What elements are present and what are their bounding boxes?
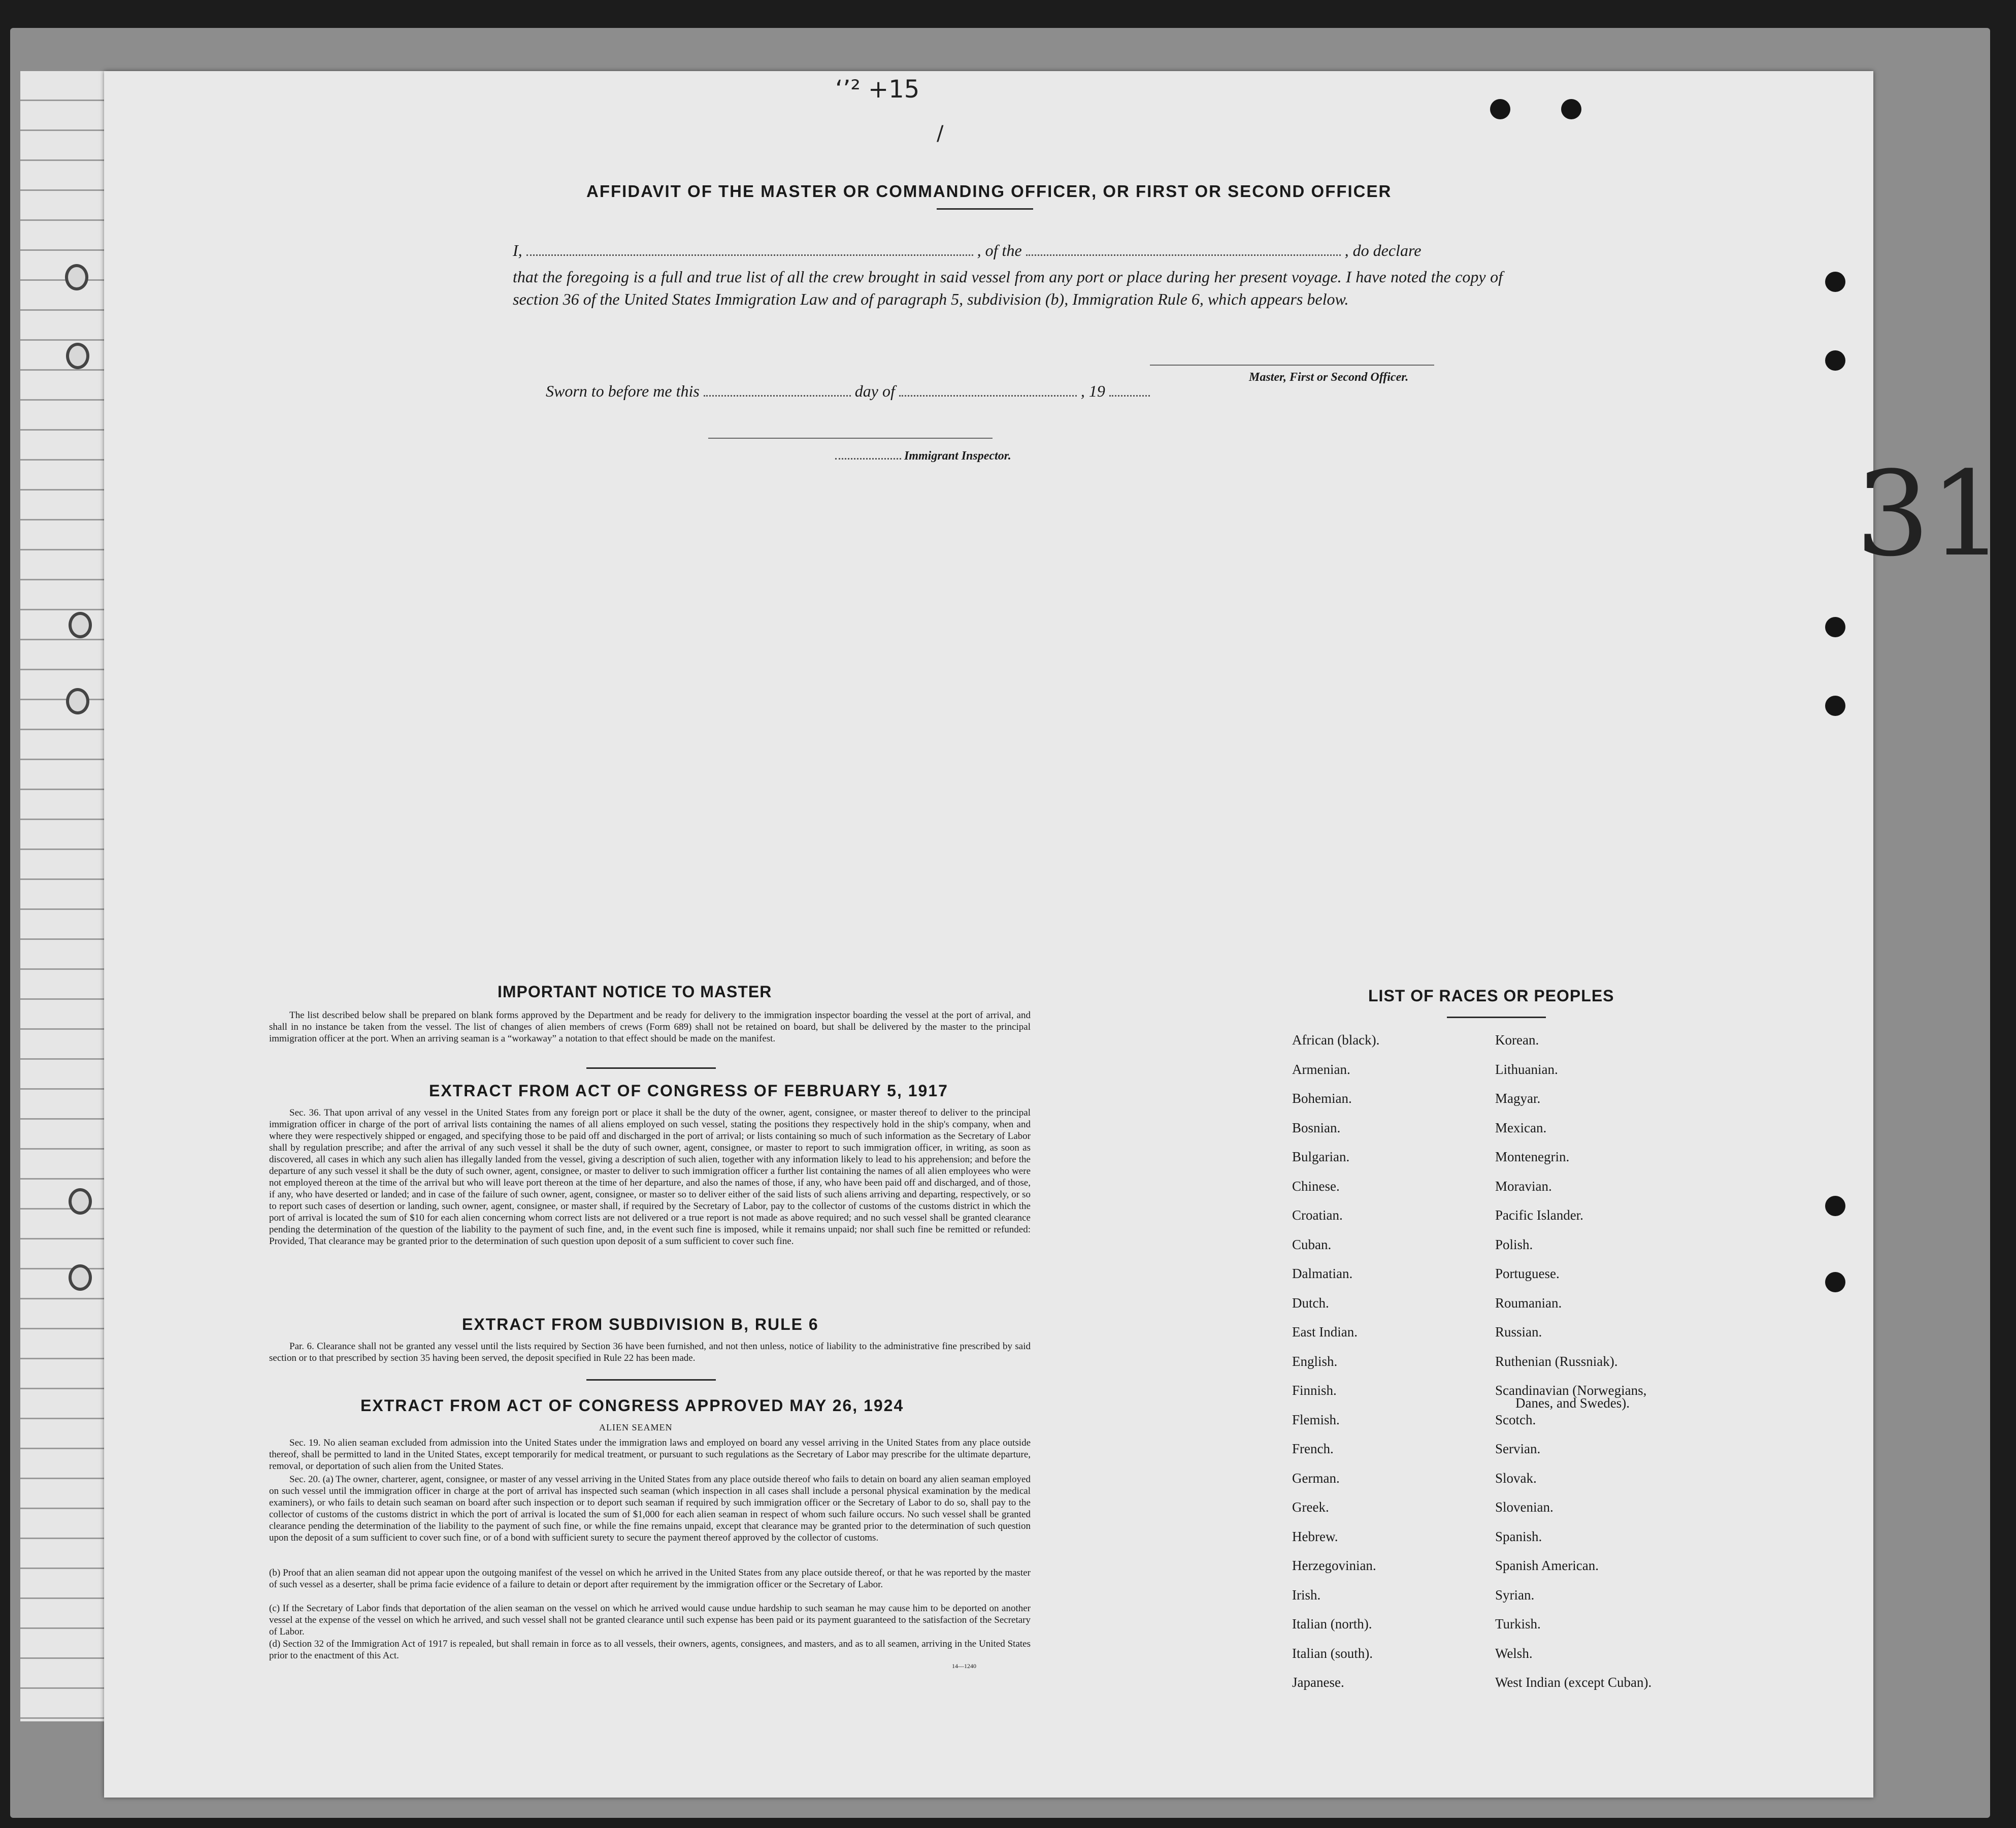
punch-hole [1490,99,1510,119]
divider [586,1067,716,1069]
race-item: Slovenian. [1495,1499,1554,1515]
race-item: African (black). [1292,1032,1380,1048]
race-item-continuation: Danes, and Swedes). [1515,1395,1630,1411]
manifest-back-page [104,71,2004,1798]
sec20b-text: (b) Proof that an alien seaman did not appear upon the outgoing manifest of the vessel on which he arrived in the United States from any place outside thereof, or that he was reported by the master of such vessel as a deserter, shall be prima facie evidence of a failure to detain or deport after requirement by the immigration officer or the Secretary of Labor. [269,1568,1031,1590]
punch-hole [1825,696,1845,716]
binder-ring [66,688,89,714]
race-item: Dalmatian. [1292,1266,1353,1281]
race-item: Welsh. [1495,1645,1533,1661]
race-item: Hebrew. [1292,1528,1338,1544]
vessel-name-blank[interactable] [1026,247,1341,256]
race-item: Scotch. [1495,1412,1536,1427]
sec20d-text: (d) Section 32 of the Immigration Act of 1917 is repealed, but shall remain in force as to all vessels, their owners, agents, consignees, and masters, and as to all seamen, arriving in the United States prior to the enactment of this Act. [269,1639,1031,1661]
race-item: Moravian. [1495,1178,1552,1194]
race-item: Dutch. [1292,1295,1329,1311]
signature-label: Master, First or Second Officer. [1249,371,1409,384]
notice-title: IMPORTANT NOTICE TO MASTER [498,983,772,1001]
affidavit-declaration-line [513,241,1421,260]
race-item: Finnish. [1292,1383,1337,1398]
divider [586,1379,716,1381]
race-item: Russian. [1495,1324,1542,1340]
races-title: LIST OF RACES OR PEOPLES [1368,987,1614,1005]
race-item: Ruthenian (Russniak). [1495,1353,1618,1369]
inspector-signature-line[interactable] [708,438,993,439]
race-item: Pacific Islander. [1495,1207,1583,1223]
binder-ring [66,343,89,369]
race-item: German. [1292,1470,1340,1486]
sworn-year-blank[interactable] [1109,388,1150,397]
pencil-annotation-top: ‘’² +15 [835,75,920,104]
race-item: Turkish. [1495,1616,1541,1631]
binder-ring [65,264,88,290]
race-item: Armenian. [1292,1061,1350,1077]
race-item: Cuban. [1292,1236,1332,1252]
affidavit-title: AFFIDAVIT OF THE MASTER OR COMMANDING OFFICER, OR FIRST OR SECOND OFFICER [586,182,1392,201]
affidavit-body: that the foregoing is a full and true list of all the crew brought in said vessel from any port or place during her present voyage. I have noted the copy of section 36 of the United States Immigration Law and of paragraph 5, subdivision (b), Immigration Rule 6, which appears below. [513,268,1503,308]
extract-1924-title: EXTRACT FROM ACT OF CONGRESS APPROVED MAY 26, 1924 [360,1396,904,1415]
sworn-line [546,382,1150,401]
binder-ring [69,1188,92,1215]
race-item: West Indian (except Cuban). [1495,1675,1652,1690]
sworn-month-blank[interactable] [899,388,1077,397]
race-item: Greek. [1292,1499,1329,1515]
race-item: Spanish. [1495,1528,1542,1544]
master-name-blank[interactable] [526,247,973,256]
race-item: English. [1292,1353,1338,1369]
race-item: Bulgarian. [1292,1149,1350,1164]
race-item: Lithuanian. [1495,1061,1558,1077]
race-item: Polish. [1495,1236,1533,1252]
subdivision-b-title: EXTRACT FROM SUBDIVISION B, RULE 6 [462,1315,819,1333]
subdivision-b-text: Par. 6. Clearance shall not be granted any vessel until the lists required by Section 36 have been furnished, and not then unless, notice of liability to the administrative fine prescribed by said section or to that prescribed by section 35 having been served, the deposit specified in Rule 22 has been made. [269,1341,1031,1363]
ledger-paper-edge [20,71,113,1721]
race-item: Flemish. [1292,1412,1340,1427]
race-item: Magyar. [1495,1091,1541,1106]
punch-hole [1825,617,1845,637]
affidavit-i-label: I, [513,241,522,259]
race-item: Herzegovinian. [1292,1558,1376,1573]
inspector-label [835,449,1011,463]
race-item: Portuguese. [1495,1266,1560,1281]
race-item: Italian (south). [1292,1645,1373,1661]
divider [937,208,1033,210]
punch-hole [1825,1196,1845,1216]
race-item: Montenegrin. [1495,1149,1570,1164]
signature-line[interactable] [1150,365,1434,366]
sec20c-text: (c) If the Secretary of Labor finds that deportation of the alien seaman on the vessel on which he arrived would cause undue hardship to such seaman he may cause him to be deported on another vessel at the expense of the vessel on which he arrived, and such vessel shall not be granted clearance until such expense has been paid or its payment guaranteed to the satisfaction of the Secretary of Labor. [269,1603,1031,1637]
race-item: Scandinavian (Norwegians, [1495,1383,1647,1398]
races-right-column [1495,1032,1651,1704]
binder-ring [69,612,92,638]
binder-ring [69,1264,92,1291]
race-item: Slovak. [1495,1470,1537,1486]
day-of-label: day of [854,382,895,400]
extract-1917-title: EXTRACT FROM ACT OF CONGRESS OF FEBRUARY 5, 1917 [429,1082,948,1100]
sworn-label: Sworn to before me this [546,382,700,400]
alien-seamen-subtitle: ALIEN SEAMEN [599,1422,673,1432]
race-item: Mexican. [1495,1120,1547,1135]
sworn-day-blank[interactable] [704,388,851,397]
race-item: Roumanian. [1495,1295,1562,1311]
punch-hole [1825,1272,1845,1292]
race-item: Irish. [1292,1587,1321,1603]
race-item: French. [1292,1441,1334,1456]
race-item: Japanese. [1292,1675,1344,1690]
sec19-text: Sec. 19. No alien seaman excluded from admission into the United States under the immigration laws and employed on board any vessel arriving in the United States from any place outside thereof, shall be permitted to land in the United States, except temporarily for medical treatment, or pursuant to such regulations as the Secretary of Labor may prescribe for the ultimate departure, removal, or deportation of such alien from the United States. [269,1438,1031,1472]
inspector-label-text: Immigrant Inspector. [904,449,1011,463]
do-declare-label: , do declare [1344,241,1422,259]
pencil-slash: / [937,122,944,145]
race-item: Bosnian. [1292,1120,1341,1135]
race-item: Croatian. [1292,1207,1343,1223]
race-item-scandinavian [1495,1383,1651,1412]
divider [1447,1017,1546,1018]
race-item: East Indian. [1292,1324,1358,1340]
form-number: 14—1240 [952,1662,976,1670]
race-item: Servian. [1495,1441,1541,1456]
punch-hole [1561,99,1581,119]
race-item: Chinese. [1292,1178,1340,1194]
punch-hole [1825,272,1845,292]
extract-1917-text: Sec. 36. That upon arrival of any vessel in the United States from any foreign port or place it shall be the duty of the owner, agent, consignee, or master thereof to deliver to the principal immigration officer in charge of the port of arrival lists containing the names of all aliens employed on such vessel, stating the positions they respectively hold in the ship's company, when and where they were respectively shipped or engaged, and specifying those to be paid off and discharged in the port of arrival; or lists containing so much of such information as the Secretary of Labor shall by regulation prescribe; and after the arrival of any such vessel it shall be the duty of such owner, agent, consignee, or master to report to such immigration officer, in writing, as soon as discovered, all cases in which any such alien has illegally landed from the vessel, giving a description of such alien, together with any information likely to lead to his apprehension; and before the departure of any such vessel it shall be the duty of such owner, agent, consignee, or master to deliver to such immigration officer a further list containing the names of all alien employees who were not employed thereon at the time of the arrival but who will leave port thereon at the time of her departure, and also the names of those, if any, who have been paid off and discharged, and of those, if any, who have deserted or landed; and in case of the failure of such owner, agent, consignee, or master so to deliver either of the said lists of such aliens arriving and departing, respectively, or so to report such cases of desertion or landing, such owner, agent, consignee, or master shall, if required by the Secretary of Labor, pay to the collector of customs of the customs district in which the port of arrival is located the sum of $10 for each alien concerning whom correct lists are not delivered or a true report is not made as above required; and no such vessel shall be granted clearance pending the determination of the question of the liability to the payment of such fine, and, in the event such fine is imposed, while it remains unpaid; nor shall such fine be remitted or refunded: Provided, That clearance may be granted prior to the determination of such question upon deposit of a sum sufficient to cover such fine. [269,1107,1031,1247]
race-item: Korean. [1495,1032,1539,1048]
of-the-label: , of the [977,241,1022,259]
sec20a-text: Sec. 20. (a) The owner, charterer, agent, consignee, or master of any vessel arriving in the United States from any place outside thereof who fails to detain on board any alien seaman employed on such vessel until the immigration officer in charge at the port of arrival has inspected such seaman (which inspection in all cases shall include a personal physical examination by the medical examiners), or who fails to detain such seaman on board after such inspection or to deport such seaman if required by such immigration officer or the Secretary of Labor to do so, shall pay to the collector of customs of the customs district in which the port of arrival is located the sum of $1,000 for each alien seaman in respect of whom such failure occurs. No such vessel shall be granted clearance pending the determination of the liability to the payment of such fine, or while the fine remains unpaid, except that clearance may be granted prior to the determination of such question upon the deposit of a sum sufficient to cover such fine, or of a bond with sufficient surety to secure the payment thereof approved by the collector of customs. [269,1474,1031,1543]
inspector-blank[interactable] [835,453,901,460]
race-item: Bohemian. [1292,1091,1352,1106]
race-item: Syrian. [1495,1587,1535,1603]
year-label: , 19 [1080,382,1105,400]
pencil-large-number: 31 [1856,447,2004,582]
races-left-column [1292,1032,1379,1704]
notice-text: The list described below shall be prepared on blank forms approved by the Department and be ready for delivery to the immigration inspector boarding the vessel at the port of arrival, and shall in no instance be taken from the vessel. The list of changes of alien members of crews (Form 689) shall not be retained on board, but shall be delivered by the master to the principal immigration officer at the port. When an arriving seaman is a “workaway” a notation to that effect should be made on the manifest. [269,1010,1031,1044]
punch-hole [1825,350,1845,371]
race-item: Spanish American. [1495,1558,1599,1573]
race-item: Italian (north). [1292,1616,1372,1631]
